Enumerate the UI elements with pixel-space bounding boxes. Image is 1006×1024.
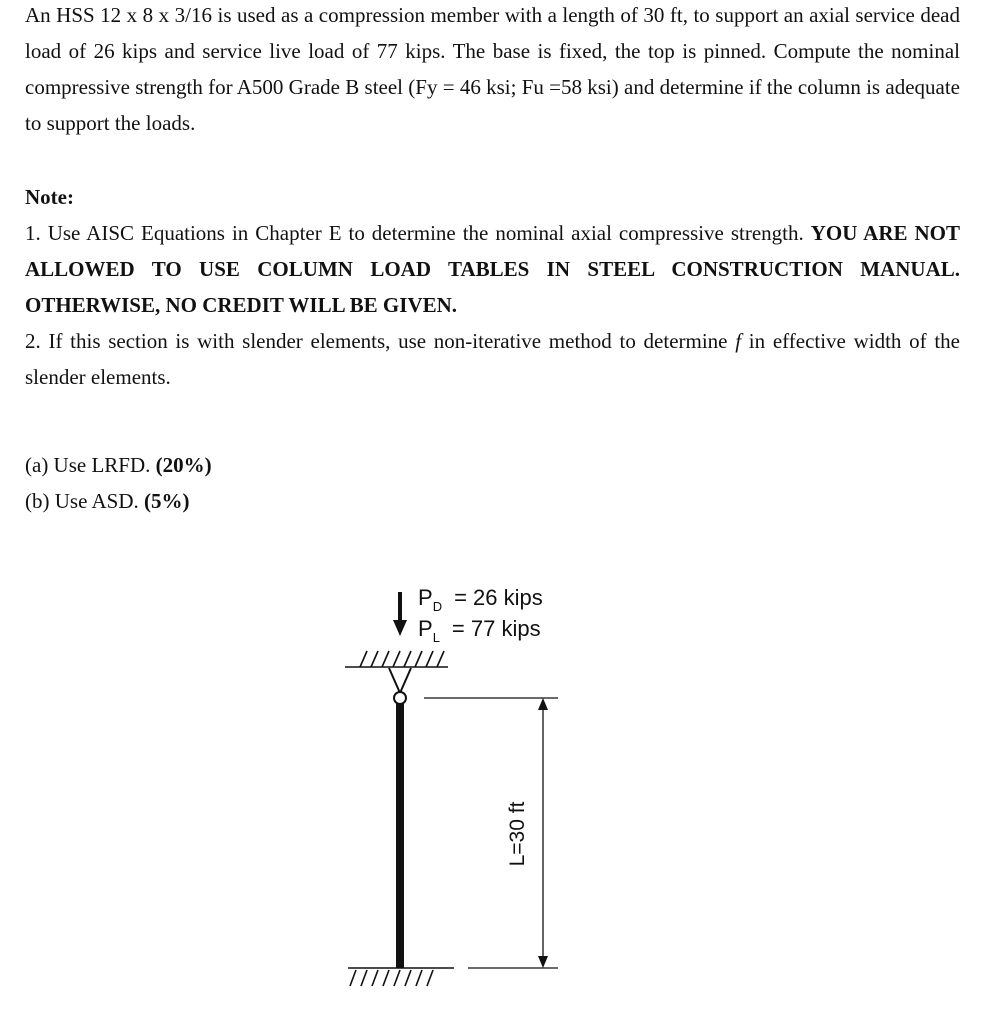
note-item-2-text-after: in effective width of the slender elements.: [25, 329, 960, 389]
load-arrow-icon: [393, 592, 407, 636]
document: [25, 0, 960, 519]
bottom-support-hatch: [348, 968, 454, 986]
live-load-symbol: P: [418, 616, 433, 641]
length-dimension: [424, 698, 558, 968]
note-item-1-warning: YOU ARE NOT ALLOWED TO USE COLUMN LOAD TABLES IN STEEL CONSTRUCTION MANUAL. OTHERWISE, NO CREDIT WILL BE GIVEN.: [25, 221, 960, 317]
problem-statement: An HSS 12 x 8 x 3/16 is used as a compression member with a length of 30 ft, to support an axial service dead load of 26 kips and service live load of 77 kips. The base is fixed, the top is pinned. Compute the nominal compressive strength for A500 Grade B steel (Fy = 46 ksi; Fu =58 ksi) and determine if the column is adequate to support the loads.: [25, 3, 960, 135]
dead-load-subscript: D: [432, 599, 443, 614]
note-item-2-text-before: 2. If this section is with slender elements, use non-iterative method to determine: [25, 329, 736, 353]
note-item-2: [25, 323, 960, 395]
note-item-1-text: 1. Use AISC Equations in Chapter E to determine the nominal axial compressive strength.: [25, 221, 811, 245]
top-support-hatch: [345, 651, 448, 667]
question-parts: [25, 447, 960, 519]
live-load-subscript: L: [432, 630, 440, 645]
live-load-value: = 77 kips: [451, 616, 541, 641]
dead-load-value: = 26 kips: [454, 585, 543, 610]
column-member: [396, 704, 404, 968]
part-b: [25, 483, 960, 519]
pin-support-icon: [389, 668, 411, 704]
part-b-weight: (5%): [144, 489, 190, 513]
live-load-label: [418, 616, 541, 645]
dead-load-symbol: P: [418, 585, 433, 610]
dimension-arrow-bottom-icon: [538, 956, 548, 968]
note-item-1: [25, 215, 960, 323]
part-a: [25, 447, 960, 483]
note-item-2-symbol: f: [735, 329, 742, 353]
note-heading: Note:: [25, 185, 74, 209]
length-label: L=30 ft: [506, 801, 529, 867]
dimension-arrow-top-icon: [538, 698, 548, 710]
part-a-text: (a) Use LRFD.: [25, 453, 156, 477]
dead-load-label: [418, 585, 543, 614]
part-b-text: (b) Use ASD.: [25, 489, 144, 513]
part-a-weight: (20%): [155, 453, 212, 477]
